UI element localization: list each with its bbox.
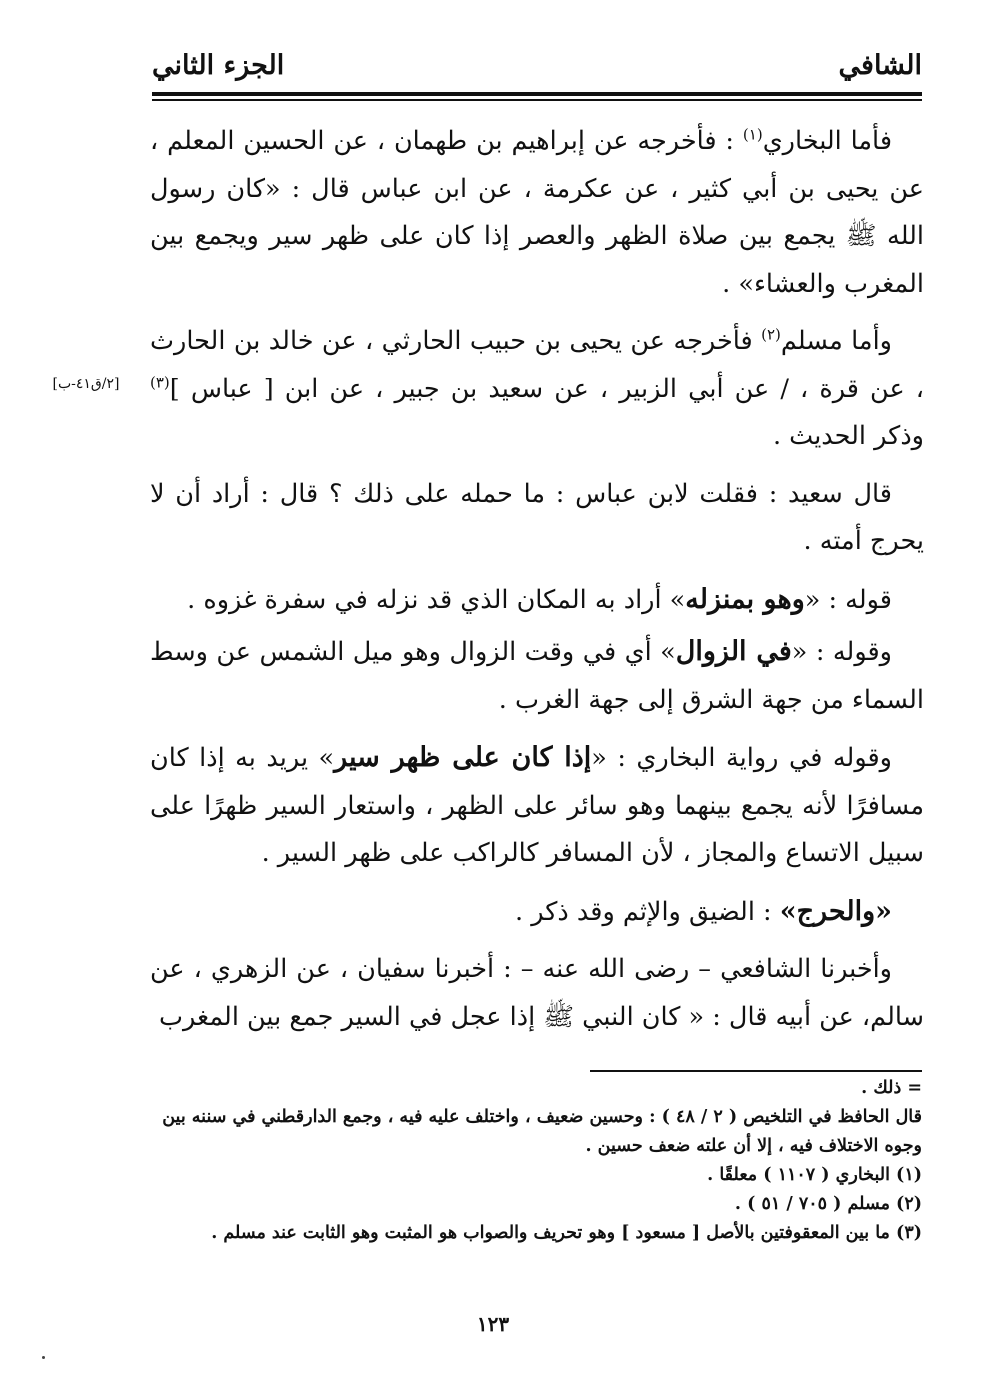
- manuscript-folio-marker: [٢/ق٤١-ب]: [52, 376, 120, 392]
- paragraph-haraj: «والحرج» : الضيق والإثم وقد ذكر .: [514, 895, 892, 927]
- footnote-continuation: = ذلك .: [861, 1078, 922, 1098]
- footnote-ref-2[interactable]: (٢): [761, 325, 781, 344]
- paragraph-said: قال سعيد : فقلت لابن عباس : ما حمله على ذلك ؟ قال : أراد أن لا يحرج أمته .: [150, 478, 924, 556]
- footnote-separator: [590, 1070, 922, 1072]
- footnote-2: (٢) مسلم ( ٧٠٥ / ٥١ ) .: [734, 1194, 922, 1214]
- header-rule-thin: [152, 99, 922, 101]
- paragraph-zawal: وقوله : «في الزوال» أي في وقت الزوال وهو ميل الشمس عن وسط السماء من جهة الشرق إلى جهة الغرب .: [150, 636, 924, 715]
- page-number: ١٢٣: [476, 1312, 510, 1336]
- footnote-1: (١) البخاري ( ١١٠٧ ) معلقًا .: [707, 1165, 922, 1185]
- volume-label: الجزء الثاني: [152, 50, 285, 81]
- footnote-continuation-text: قال الحافظ في التلخيص ( ٢ / ٤٨ ) : وحسين ضعيف ، واختلف عليه فيه ، وجمع الدارقطني في سننه بين وجوه الاختلاف فيه ، إلا أن علته ضعف حسين .: [162, 1107, 922, 1156]
- main-text: [150, 118, 924, 1051]
- header-rule-thick: [152, 92, 922, 96]
- paragraph-zahr-sayr: وقوله في رواية البخاري : «إذا كان على ظهر سير» يريد به إذا كان مسافرًا لأنه يجمع بينهما وهو سائر على الظهر ، واستعار السير ظهرًا على سبيل الاتساع والمجاز ، لأن المسافر كالراكب على ظهر السير .: [150, 742, 924, 868]
- paragraph-bukhari: فأما البخاري$^{(١)}$ : فأخرجه عن إبراهيم بن طهمان ، عن الحسين المعلم ، عن يحيى بن أبي كثير ، عن عكرمة ، عن ابن عباس قال : «كان رسول الله ﷺ يجمع بين صلاة الظهر والعصر إذا كان على ظهر سير ويجمع بين المغرب والعشاء» .: [150, 125, 924, 299]
- running-header: [152, 50, 922, 90]
- footnote-3: (٣) ما بين المعقوفتين بالأصل [ مسعود ] وهو تحريف والصواب هو المثبت وهو الثابت عند مسلم .: [211, 1223, 922, 1243]
- book-title: الشافي: [838, 50, 922, 81]
- footnote-ref-1[interactable]: (١): [742, 125, 763, 144]
- footnotes-section: [150, 1074, 922, 1248]
- paragraph-muslim: وأما مسلم$^{(٢)}$ فأخرجه عن يحيى بن حبيب الحارثي ، عن خالد بن الحارث ، عن قرة ، / عن أبي الزبير ، عن سعيد بن جبير ، عن ابن [ عباس ]$^{(٣)}$ وذكر الحديث .: [150, 325, 924, 451]
- paragraph-shafii: وأخبرنا الشافعي – رضى الله عنه – : أخبرنا سفيان ، عن الزهري ، عن سالم، عن أبيه قال : « كان النبي ﷺ إذا عجل في السير جمع بين المغرب: [150, 954, 924, 1032]
- footnote-ref-3[interactable]: (٣): [150, 373, 170, 391]
- paragraph-manzilih: قوله : «وهو بمنزله» أراد به المكان الذي قد نزله في سفرة غزوه .: [187, 583, 892, 615]
- scan-speck: [42, 1356, 45, 1359]
